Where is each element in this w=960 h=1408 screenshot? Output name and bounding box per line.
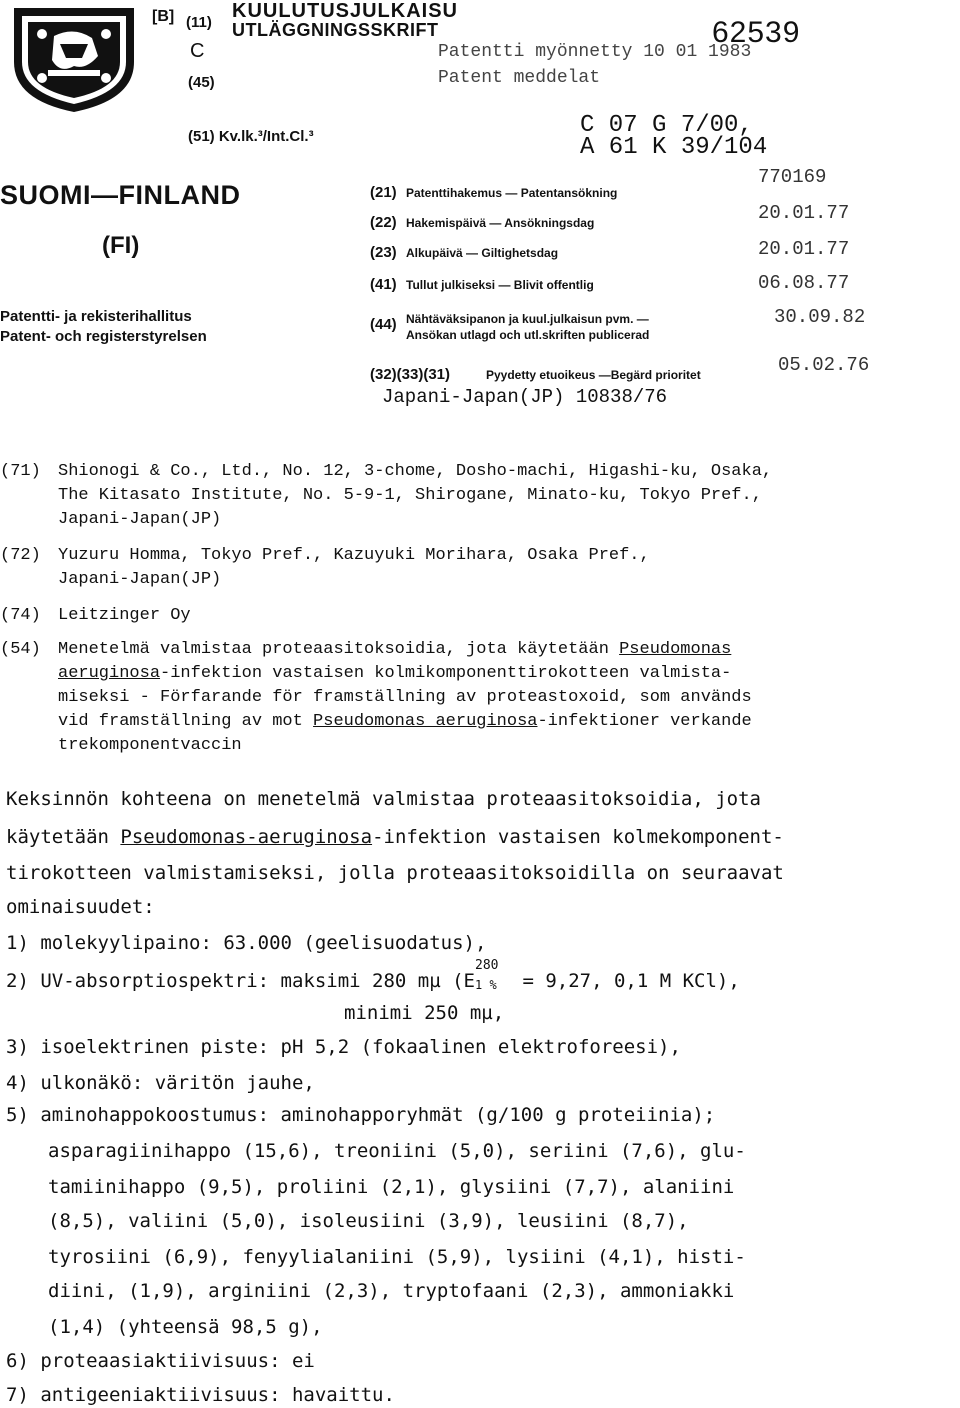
invention-title-line-4: vid framställning av mot Pseudomonas aeruginosa-infektioner verkande	[58, 712, 752, 731]
field-label-effective-date: Alkupäivä — Giltighetsdag	[406, 246, 559, 260]
patent-granted-stamp: Patentti myönnetty 10 01 1983	[438, 42, 752, 62]
classification-primary: C 07 G 7/00,	[580, 112, 753, 139]
field-code-41: (41)	[370, 276, 397, 293]
property-7-antigen-activity: 7) antigeeniaktiivisuus: havaittu.	[6, 1384, 395, 1406]
invention-title-line-3: miseksi - Förfarande för framställning av proteastoxoid, som används	[58, 688, 752, 707]
classification-secondary: A 61 K 39/104	[580, 134, 768, 161]
field-value-effective-date: 20.01.77	[758, 238, 850, 260]
property-3-isoelectric-point: 3) isoelektrinen piste: pH 5,2 (fokaalinen elektroforeesi),	[6, 1036, 681, 1058]
applicant-line-1: Shionogi & Co., Ltd., No. 12, 3-chome, Dosho-machi, Higashi-ku, Osaka,	[58, 462, 773, 481]
property-6-protease-activity: 6) proteaasiaktiivisuus: ei	[6, 1350, 315, 1372]
field-code-21: (21)	[370, 184, 397, 201]
property-5-amino-acids: 5) aminohappokoostumus: aminohapporyhmät (g/100 g proteiinia);	[6, 1104, 716, 1126]
field-code-74: (74)	[0, 606, 41, 625]
field-code-32-33-31: (32)(33)(31)	[370, 366, 451, 383]
agent-name: Leitzinger Oy	[58, 606, 191, 625]
publication-number: 62539	[712, 16, 801, 49]
field-value-filing-date: 20.01.77	[758, 202, 850, 224]
coat-of-arms-emblem	[8, 4, 140, 114]
office-name-sv: Patent- och registerstyrelsen	[0, 328, 207, 345]
country-name: SUOMI—FINLAND	[0, 180, 241, 210]
amino-acids-line-2: asparagiinihappo (15,6), treoniini (5,0), seriini (7,6), glu-	[48, 1140, 746, 1162]
amino-acids-line-3: tamiinihappo (9,5), proliini (2,1), glysiini (7,7), alaniini	[48, 1176, 735, 1198]
field-label-public-date: Tullut julkiseksi — Blivit offentlig	[406, 278, 594, 292]
amino-acids-line-6: diini, (1,9), arginiini (2,3), tryptofaani (2,3), ammoniakki	[48, 1280, 735, 1302]
field-code-72: (72)	[0, 546, 41, 565]
body-intro-line-1: Keksinnön kohteena on menetelmä valmistaa proteaasitoksoidia, jota	[6, 788, 761, 810]
classification-label: (51) Kv.lk.³/Int.Cl.³	[188, 128, 314, 145]
property-4-appearance: 4) ulkonäkö: väritön jauhe,	[6, 1072, 315, 1094]
property-1-molecular-weight: 1) molekyylipaino: 63.000 (geelisuodatus),	[6, 932, 487, 954]
publication-title-sv: UTLÄGGNINGSSKRIFT	[232, 20, 439, 40]
field-label-priority: Pyydetty etuoikeus —Begärd prioritet	[486, 368, 701, 382]
field-label-filing-date: Hakemispäivä — Ansökningsdag	[406, 216, 595, 230]
document-kind-code: [B]	[152, 8, 175, 25]
field-value-publication-date: 30.09.82	[774, 306, 866, 328]
field-label-publication-date: Nähtäväksipanon ja kuul.julkaisun pvm. —	[406, 312, 649, 326]
invention-title-line-5: trekomponentvaccin	[58, 736, 242, 755]
invention-title-line-2: aeruginosa-infektion vastaisen kolmikomponenttirokotteen valmista-	[58, 664, 732, 683]
applicant-line-3: Japani-Japan(JP)	[58, 510, 222, 529]
body-intro-line-3: tirokotteen valmistamiseksi, jolla proteaasitoksoidilla on seuraavat	[6, 862, 784, 884]
field-label-application: Patenttihakemus — Patentansökning	[406, 186, 618, 200]
kind-code-c: C	[190, 40, 205, 62]
priority-detail: Japani-Japan(JP) 10838/76	[382, 386, 668, 408]
field-code-11: (11)	[186, 14, 212, 31]
field-code-71: (71)	[0, 462, 41, 481]
applicant-line-2: The Kitasato Institute, No. 5-9-1, Shirogane, Minato-ku, Tokyo Pref.,	[58, 486, 762, 505]
field-code-45: (45)	[188, 74, 215, 91]
publication-title-fi: KUULUTUSJULKAISU	[232, 0, 458, 22]
field-label-publication-date-sv: Ansökan utlagd och utl.skriften publicerad	[406, 328, 650, 342]
amino-acids-line-7: (1,4) (yhteensä 98,5 g),	[48, 1316, 323, 1338]
field-code-54: (54)	[0, 640, 41, 659]
inventor-line-1: Yuzuru Homma, Tokyo Pref., Kazuyuki Morihara, Osaka Pref.,	[58, 546, 650, 565]
country-code: (FI)	[102, 232, 140, 259]
property-2-uv-minimum: minimi 250 mµ,	[344, 1002, 505, 1024]
amino-acids-line-5: tyrosiini (6,9), fenyylialaniini (5,9), lysiini (4,1), histi-	[48, 1246, 746, 1268]
field-code-23: (23)	[370, 244, 397, 261]
patent-meddelat-stamp: Patent meddelat	[438, 68, 601, 88]
field-code-22: (22)	[370, 214, 397, 231]
office-name-fi: Patentti- ja rekisterihallitus	[0, 308, 192, 325]
field-value-priority-date: 05.02.76	[778, 354, 870, 376]
body-intro-line-4: ominaisuudet:	[6, 896, 155, 918]
body-intro-line-2: käytetään Pseudomonas-aeruginosa-infektion vastaisen kolmekomponent-	[6, 826, 784, 848]
amino-acids-line-4: (8,5), valiini (5,0), isoleusiini (3,9), leusiini (8,7),	[48, 1210, 689, 1232]
field-code-44: (44)	[370, 316, 397, 333]
field-value-public-date: 06.08.77	[758, 272, 850, 294]
field-value-application-number: 770169	[758, 166, 827, 188]
invention-title-line-1: Menetelmä valmistaa proteaasitoksoidia, jota käytetään Pseudomonas	[58, 640, 732, 659]
property-2-uv-spectrum: 2) UV-absorptiospektri: maksimi 280 mµ (E 280 1 % = 9,27, 0,1 M KCl),	[6, 958, 740, 992]
inventor-line-2: Japani-Japan(JP)	[58, 570, 222, 589]
